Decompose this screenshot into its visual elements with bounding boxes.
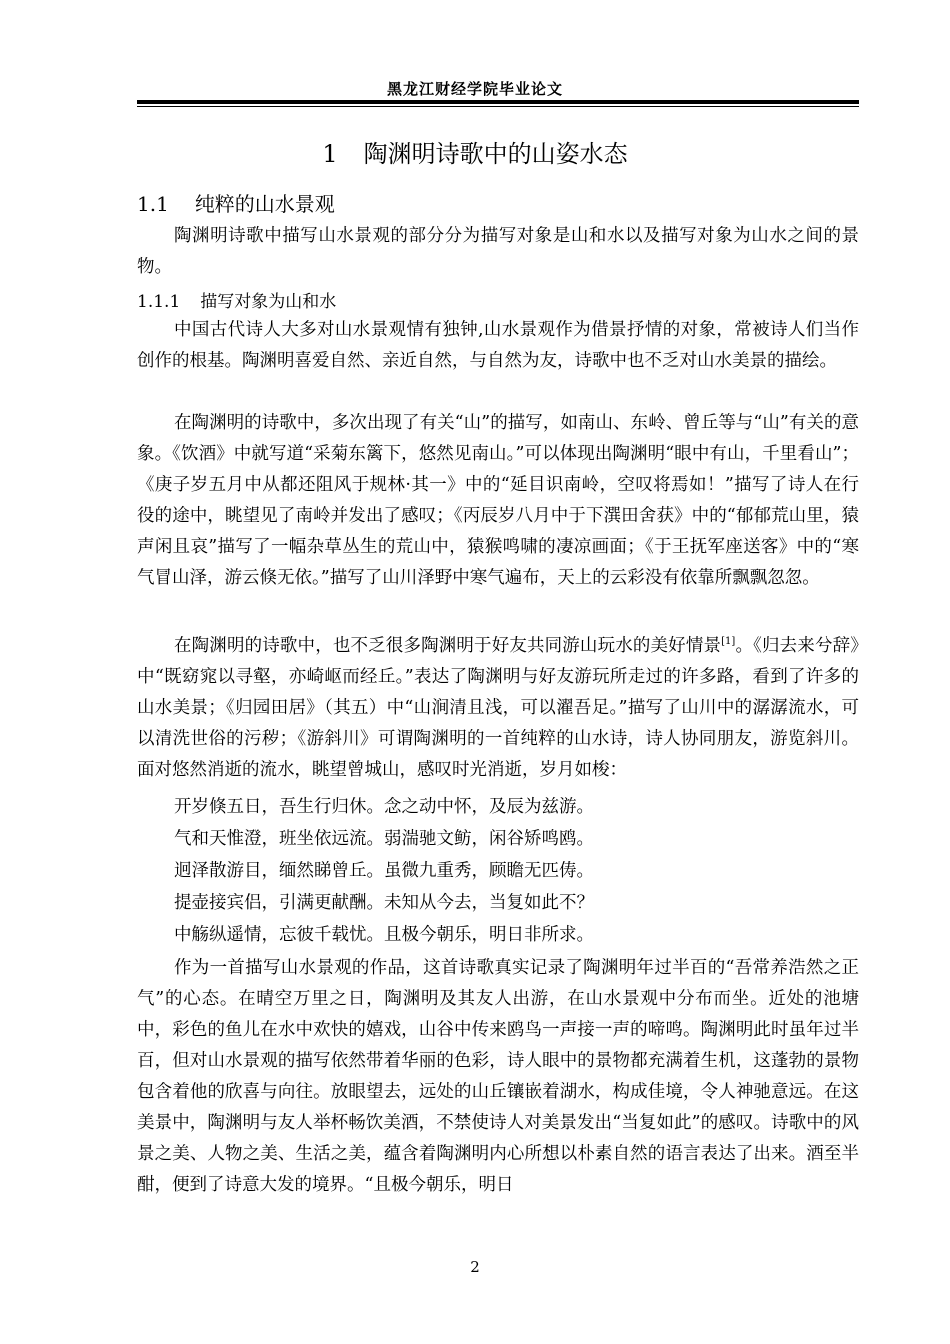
header-rule-thin: [137, 106, 859, 107]
subsection-number: 1.1.1: [137, 292, 181, 312]
paragraph-3-text-a: 在陶渊明的诗歌中，也不乏很多陶渊明于好友共同游山玩水的美好情景: [174, 636, 722, 656]
running-header: 黑龙江财经学院毕业论文: [386, 80, 563, 98]
chapter-title: [0, 134, 950, 169]
header-rule-thick: [137, 100, 859, 104]
poem-line: 中觞纵遥情，忘彼千载忧。且极今朝乐，明日非所求。: [174, 925, 594, 945]
poem-line: 开岁倏五日，吾生行归休。念之动中怀，及辰为兹游。: [174, 797, 594, 817]
paragraph-intro: 陶渊明诗歌中描写山水景观的部分分为描写对象是山和水以及描写对象为山水之间的景物。: [137, 226, 859, 277]
page-number: 2: [470, 1258, 480, 1276]
paragraph-4: 作为一首描写山水景观的作品，这首诗歌真实记录了陶渊明年过半百的“吾常养浩然之正气”的心态。在晴空万里之日，陶渊明及其友人出游，在山水景观中分布而坐。近处的池塘中，彩色的鱼儿在水中欢快的嬉戏，山谷中传来鸥鸟一声接一声的啼鸣。陶渊明此时虽年过半百，但对山水景观的描写依然带着华丽的色彩，诗人眼中的景物都充满着生机，这蓬勃的景物包含着他的欣喜与向往。放眼望去，远处的山丘镶嵌着湖水，构成佳境，令人神驰意远。在这美景中，陶渊明与友人举杯畅饮美酒，不禁使诗人对美景发出“当复如此”的感叹。诗歌中的风景之美、人物之美、生活之美，蕴含着陶渊明内心所想以朴素自然的语言表达了出来。酒至半酣，便到了诗意大发的境界。“且极今朝乐，明日: [137, 958, 859, 1195]
section-title-text: 纯粹的山水景观: [194, 192, 335, 216]
paragraph-2: 在陶渊明的诗歌中，多次出现了有关“山”的描写，如南山、东岭、曾丘等与“山”有关的意象。《饮酒》中就写道“采菊东篱下，悠然见南山。”可以体现出陶渊明“眼中有山，千里看山”；《庚子岁五月中从都还阻风于规林·其一》中的“延目识南岭，空叹将焉如！”描写了诗人在行役的途中，眺望见了南岭并发出了感叹；《丙辰岁八月中于下潠田舍获》中的“郁郁荒山里，猿声闲且哀”描写了一幅杂草丛生的荒山中，猿猴鸣啸的凄凉画面；《于王抚军座送客》中的“寒气冒山泽，游云倏无依。”描写了山川泽野中寒气遍布，天上的云彩没有依靠所飘飘忽忽。: [137, 413, 859, 588]
chapter-number: 1: [322, 140, 338, 168]
poem-line: 提壶接宾侣，引满更献酬。未知从今去，当复如此不？: [174, 893, 594, 913]
poem-line: 气和天惟澄，班坐依远流。弱湍驰文鲂，闲谷矫鸣鸥。: [174, 829, 594, 849]
subsection-title-text: 描写对象为山和水: [200, 292, 337, 312]
citation-ref: [1]: [721, 636, 736, 648]
paragraph-3-text-b: 。《归去来兮辞》中“既窈窕以寻壑，亦崎岖而经丘。”表达了陶渊明与好友游玩所走过的许多路，看到了许多的山水美景；《归园田居》（其五）中“山涧清且浅，可以濯吾足。”描写了山川中的潺潺流水，可以清洗世俗的污秽；《游斜川》可谓陶渊明的一首纯粹的山水诗，诗人协同朋友，游览斜川。面对悠然消逝的流水，眺望曾城山，感叹时光消逝，岁月如梭：: [137, 636, 860, 780]
subsection-title: [137, 287, 336, 312]
paragraph-3: [137, 631, 859, 786]
section-number: 1.1: [137, 192, 169, 216]
section-title: [137, 188, 335, 217]
poem-line: 迥泽散游目，缅然睇曾丘。虽微九重秀，顾瞻无匹俦。: [174, 861, 594, 881]
chapter-title-text: 陶渊明诗歌中的山姿水态: [363, 140, 628, 168]
paragraph-1: 中国古代诗人大多对山水景观情有独钟,山水景观作为借景抒情的对象，常被诗人们当作创作的根基。陶渊明喜爱自然、亲近自然，与自然为友，诗歌中也不乏对山水美景的描绘。: [137, 320, 859, 371]
